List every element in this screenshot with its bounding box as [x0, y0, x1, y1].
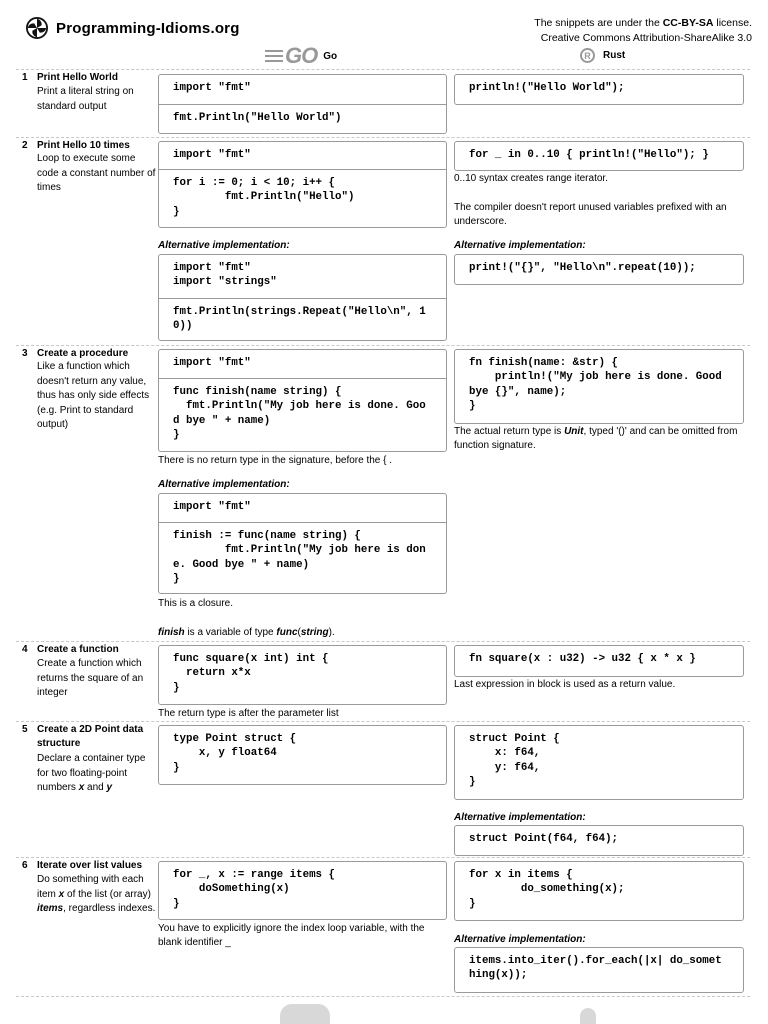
- divider: [16, 345, 750, 346]
- go-code-box[interactable]: for i := 0; i < 10; i++ { fmt.Println("Hello") }: [158, 169, 447, 228]
- rust-note-text: The actual return type is: [454, 426, 565, 437]
- go-logo-icon: GO: [285, 43, 318, 68]
- go-alt-note-text: is a variable of type: [184, 627, 277, 638]
- rust-code-box[interactable]: fn finish(name: &str) { println!("My job here is done. Good bye {}", name); }: [454, 349, 744, 424]
- rust-note-text: , typed '()' and can be omitted from function signature.: [454, 426, 738, 451]
- go-import-box[interactable]: import "fmt": [158, 141, 447, 170]
- idiom-description-text: Declare a container type for two floating-point numbers: [37, 753, 146, 794]
- idiom-description: Create a function which returns the square of an integer: [37, 658, 144, 699]
- page-header: [0, 0, 768, 70]
- go-alt-import-box[interactable]: import "fmt" import "strings": [158, 254, 447, 299]
- language-headers: [0, 43, 768, 68]
- idiom-description-text: , regardless indexes.: [63, 903, 156, 915]
- idiom-description-text: and: [84, 782, 107, 794]
- variable-name: y: [106, 782, 113, 794]
- divider: [16, 137, 750, 138]
- go-alt-note-text: ).: [328, 627, 335, 638]
- license-full-name: Creative Commons Attribution-ShareAlike 3.0: [540, 32, 752, 44]
- site-title: Programming-Idioms.org: [56, 19, 240, 37]
- language-rust-label: Rust: [603, 50, 626, 61]
- rust-code-box[interactable]: println!("Hello World");: [454, 74, 744, 105]
- go-alt-note-emphasis: string: [300, 627, 329, 638]
- go-alt-note-emphasis: func: [276, 627, 298, 638]
- idiom-title[interactable]: Create a 2D Point data structure: [37, 724, 144, 749]
- license-notice: [534, 16, 752, 46]
- idiom-number: 4: [22, 644, 28, 655]
- go-note: The return type is after the parameter list: [158, 708, 339, 719]
- rust-note: 0..10 syntax creates range iterator.: [454, 173, 608, 184]
- variable-name: x: [78, 782, 85, 794]
- go-alt-label: Alternative implementation:: [158, 240, 290, 251]
- go-speed-lines: [265, 47, 283, 65]
- license-link[interactable]: CC-BY-SA: [662, 17, 714, 29]
- idiom-description-text: Do something with each item: [37, 874, 144, 900]
- rust-note-emphasis: Unit: [564, 426, 584, 437]
- rust-code-box[interactable]: for _ in 0..10 { println!("Hello"); }: [454, 141, 744, 171]
- go-alt-note: This is a closure.: [158, 598, 234, 609]
- idiom-description: [37, 873, 159, 917]
- divider: [16, 721, 750, 722]
- idiom-title[interactable]: Iterate over list values: [37, 860, 143, 871]
- rust-logo-icon: [580, 1008, 596, 1024]
- go-note: You have to explicitly ignore the index loop variable, with the blank identifier _: [158, 923, 425, 948]
- idiom-title[interactable]: Print Hello World: [37, 72, 118, 83]
- rust-logo-icon: R: [580, 48, 595, 63]
- go-alt-label: Alternative implementation:: [158, 479, 290, 490]
- go-code-box[interactable]: for _, x := range items { doSomething(x) }: [158, 861, 447, 920]
- rust-code-box[interactable]: for x in items { do_something(x); }: [454, 861, 744, 921]
- go-alt-import-box[interactable]: import "fmt": [158, 493, 447, 523]
- rust-code-box[interactable]: struct Point { x: f64, y: f64, }: [454, 725, 744, 800]
- rust-alt-label: Alternative implementation:: [454, 812, 586, 823]
- go-code-box[interactable]: fmt.Println("Hello World"): [158, 104, 447, 134]
- idiom-number: 2: [22, 140, 28, 151]
- go-code-box[interactable]: type Point struct { x, y float64 }: [158, 725, 447, 785]
- go-alt-note-text: (: [297, 627, 301, 638]
- idiom-title[interactable]: Create a procedure: [37, 348, 129, 359]
- idiom-number: 1: [22, 72, 28, 83]
- site-logo[interactable]: [26, 17, 240, 39]
- language-go-label: Go: [323, 50, 338, 62]
- go-alt-note: [158, 626, 448, 640]
- rust-alt-label: Alternative implementation:: [454, 934, 586, 945]
- license-text-post: license.: [713, 17, 752, 29]
- variable-name: x: [58, 888, 65, 900]
- page-footer: [0, 1004, 768, 1024]
- idiom-title[interactable]: Create a function: [37, 644, 119, 655]
- go-note: There is no return type in the signature, before the { .: [158, 455, 393, 466]
- language-go-header: [265, 43, 338, 68]
- rust-note: Last expression in block is used as a return value.: [454, 679, 676, 690]
- idiom-description: Loop to execute some code a constant number of times: [37, 153, 156, 194]
- idiom-number: 5: [22, 724, 28, 735]
- idiom-description-text: of the list (or array): [64, 888, 151, 900]
- language-rust-header: [580, 48, 625, 63]
- license-text-pre: The snippets are under the: [534, 17, 663, 29]
- rust-alt-code-box[interactable]: print!("{}", "Hello\n".repeat(10));: [454, 254, 744, 285]
- go-import-box[interactable]: import "fmt": [158, 74, 447, 105]
- rust-note: The compiler doesn't report unused variables prefixed with an underscore.: [454, 202, 727, 227]
- go-import-box[interactable]: import "fmt": [158, 349, 447, 379]
- go-logo-icon: [280, 1004, 330, 1024]
- go-code-box[interactable]: func finish(name string) { fmt.Println("My job here is done. Goo d bye " + name) }: [158, 378, 447, 452]
- divider: [16, 996, 750, 997]
- go-alt-code-box[interactable]: fmt.Println(strings.Repeat("Hello\n", 1 0)): [158, 298, 447, 341]
- idiom-description: [37, 752, 159, 796]
- idiom-number: 3: [22, 348, 28, 359]
- rust-code-box[interactable]: fn square(x : u32) -> u32 { x * x }: [454, 645, 744, 677]
- rust-alt-label: Alternative implementation:: [454, 240, 586, 251]
- variable-name: items: [37, 903, 64, 915]
- rust-alt-code-box[interactable]: struct Point(f64, f64);: [454, 825, 744, 856]
- idiom-number: 6: [22, 860, 28, 871]
- idiom-description: Print a literal string on standard output: [37, 86, 134, 112]
- pinwheel-icon: [26, 17, 48, 39]
- divider: [16, 641, 750, 642]
- go-alt-code-box[interactable]: finish := func(name string) { fmt.Println("My job here is don e. Good bye " + name) }: [158, 522, 447, 594]
- go-code-box[interactable]: func square(x int) int { return x*x }: [158, 645, 447, 705]
- idiom-title[interactable]: Print Hello 10 times: [37, 140, 130, 151]
- go-alt-note-emphasis: finish: [158, 627, 185, 638]
- rust-alt-code-box[interactable]: items.into_iter().for_each(|x| do_somet hing(x));: [454, 947, 744, 993]
- rust-note: [454, 425, 744, 453]
- divider: [16, 857, 750, 858]
- divider: [16, 69, 750, 70]
- idiom-description: Like a function which doesn't return any value, thus has only side effects (e.g. Print to standard output): [37, 361, 150, 431]
